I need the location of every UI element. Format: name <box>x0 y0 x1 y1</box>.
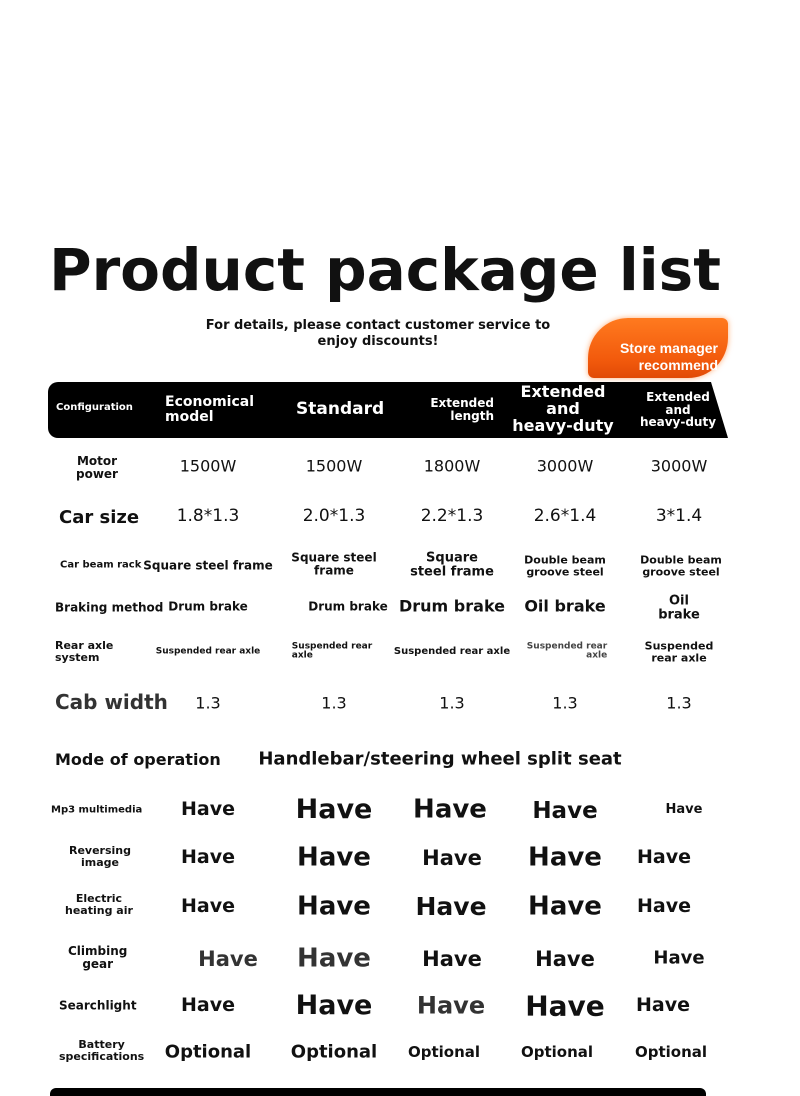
mp3-ehd2: Have <box>665 802 703 818</box>
label-mp3: Mp3 multimedia <box>51 804 143 816</box>
brake-standard: Drum brake <box>308 599 388 614</box>
brake-extended: Drum brake <box>398 596 506 616</box>
beam-ehd: Double beam groove steel <box>524 553 606 578</box>
heating-ehd2: Have <box>637 895 691 918</box>
battery-ehd: Optional <box>520 1043 594 1062</box>
climbing-extended: Have <box>422 946 482 971</box>
label-battery-specifications: Battery specifications <box>59 1037 145 1063</box>
cab-economical: 1.3 <box>195 693 221 713</box>
axle-extended: Suspended rear axle <box>393 645 511 657</box>
searchlight-ehd2: Have <box>636 994 690 1017</box>
header-extended-heavy-duty-2: Extended and heavy-duty <box>639 390 717 430</box>
reversing-standard: Have <box>297 842 371 873</box>
mp3-extended: Have <box>413 794 487 825</box>
carsize-ehd2: 3*1.4 <box>655 506 703 527</box>
heating-standard: Have <box>297 891 371 922</box>
page-title: Product package list <box>49 236 721 304</box>
motor-standard: 1500W <box>305 456 363 476</box>
cab-extended: 1.3 <box>439 693 465 713</box>
header-configuration: Configuration <box>56 402 133 413</box>
label-reversing-image: Reversing image <box>69 843 132 869</box>
battery-extended: Optional <box>407 1043 481 1062</box>
label-electric-heating: Electric heating air <box>65 891 133 917</box>
table-header <box>48 382 728 438</box>
brake-ehd2: Oil brake <box>658 593 700 622</box>
axle-ehd: Suspended rear axle <box>526 641 608 661</box>
badge-line-1: Store manager <box>619 340 718 356</box>
header-economical: Economical model <box>165 394 254 425</box>
battery-ehd2: Optional <box>634 1043 708 1062</box>
beam-standard: Square steel frame <box>291 550 377 577</box>
reversing-ehd: Have <box>528 842 602 873</box>
carsize-extended: 2.2*1.3 <box>420 506 484 527</box>
label-searchlight: Searchlight <box>59 998 137 1013</box>
axle-ehd2: Suspended rear axle <box>644 639 714 664</box>
reversing-economical: Have <box>181 846 235 869</box>
motor-extended: 1800W <box>423 456 481 476</box>
mp3-economical: Have <box>181 798 235 821</box>
carsize-economical: 1.8*1.3 <box>176 506 240 527</box>
mp3-ehd: Have <box>532 797 598 824</box>
header-standard: Standard <box>296 399 385 419</box>
cab-ehd: 1.3 <box>552 693 578 713</box>
label-mode-of-operation: Mode of operation <box>55 750 221 770</box>
carsize-standard: 2.0*1.3 <box>302 506 366 527</box>
heating-ehd: Have <box>528 891 602 922</box>
label-motor-power: Motor power <box>76 453 118 481</box>
label-climbing-gear: Climbing gear <box>68 943 128 971</box>
cab-ehd2: 1.3 <box>666 693 692 713</box>
climbing-ehd: Have <box>535 946 595 971</box>
beam-extended: Square steel frame <box>410 550 494 579</box>
label-car-beam-rack: Car beam rack <box>60 559 142 571</box>
reversing-ehd2: Have <box>637 846 691 869</box>
cab-standard: 1.3 <box>321 693 347 713</box>
header-extended-heavy-duty: Extended and heavy-duty <box>512 382 614 435</box>
climbing-standard: Have <box>297 943 371 974</box>
motor-ehd2: 3000W <box>650 456 708 476</box>
battery-economical: Optional <box>164 1041 252 1063</box>
recommend-badge <box>588 318 728 378</box>
searchlight-extended: Have <box>416 991 486 1020</box>
subtitle: For details, please contact customer service to enjoy discounts! <box>205 318 551 349</box>
badge-line-2: recommend <box>638 357 718 373</box>
reversing-extended: Have <box>422 845 482 870</box>
carsize-ehd: 2.6*1.4 <box>533 506 597 527</box>
beam-ehd2: Double beam groove steel <box>640 553 722 578</box>
label-cab-width: Cab width <box>55 690 168 714</box>
label-car-size: Car size <box>59 507 140 529</box>
mode-value: Handlebar/steering wheel split seat <box>258 748 622 770</box>
searchlight-ehd: Have <box>525 989 605 1023</box>
badge-text <box>620 340 718 374</box>
motor-ehd: 3000W <box>536 456 594 476</box>
brake-economical: Drum brake <box>168 599 248 614</box>
axle-economical: Suspended rear axle <box>155 646 261 657</box>
heating-economical: Have <box>181 895 235 918</box>
searchlight-economical: Have <box>181 994 235 1017</box>
beam-economical: Square steel frame <box>143 558 273 573</box>
label-braking-method: Braking method <box>55 600 164 615</box>
bottom-divider <box>50 1088 706 1096</box>
climbing-ehd2: Have <box>653 947 705 969</box>
battery-standard: Optional <box>290 1041 378 1063</box>
climbing-economical: Have <box>198 946 258 971</box>
axle-standard: Suspended rear axle <box>291 641 373 661</box>
motor-economical: 1500W <box>179 456 237 476</box>
heating-extended: Have <box>415 891 487 921</box>
label-rear-axle: Rear axle system <box>55 638 114 664</box>
brake-ehd: Oil brake <box>524 596 606 616</box>
searchlight-standard: Have <box>295 989 373 1021</box>
mp3-standard: Have <box>295 793 373 825</box>
header-extended-length: Extended length <box>430 396 494 423</box>
